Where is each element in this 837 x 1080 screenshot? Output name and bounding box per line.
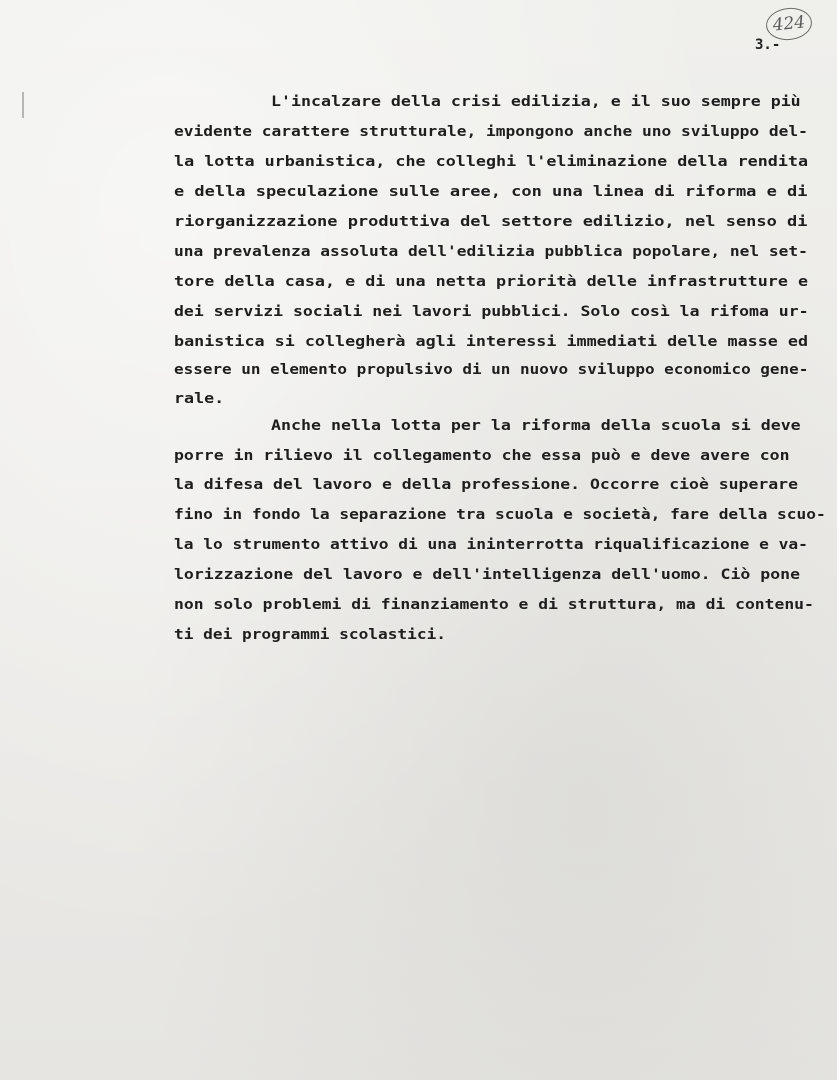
text-line: la lotta urbanistica, che colleghi l'eliminazione della rendita (174, 154, 809, 170)
text-line: essere un elemento propulsivo di un nuovo sviluppo economico gene- (174, 362, 809, 378)
text-line: la lo strumento attivo di una ininterrotta riqualificazione e va- (174, 537, 808, 553)
text-line: evidente carattere strutturale, impongono anche uno sviluppo del- (174, 124, 808, 140)
text-line: tore della casa, e di una netta priorità delle infrastrutture e (174, 274, 809, 290)
text-line: e della speculazione sulle aree, con una linea di riforma e di (174, 184, 808, 200)
text-line: banistica si collegherà agli interessi immediati delle masse ed (174, 334, 809, 350)
page-number: 3.- (755, 37, 781, 53)
handwritten-page-number: 424 (764, 6, 813, 43)
text-line: dei servizi sociali nei lavori pubblici. Solo così la rifoma ur- (174, 304, 809, 320)
text-line: Anche nella lotta per la riforma della scuola si deve (271, 418, 801, 434)
text-line: non solo problemi di finanziamento e di struttura, ma di contenu- (174, 597, 814, 613)
text-line: porre in rilievo il collegamento che essa può e deve avere con (174, 448, 790, 464)
text-line: rale. (174, 391, 225, 407)
text-line: fino in fondo la separazione tra scuola e società, fare della scuo- (174, 507, 826, 523)
text-line: una prevalenza assoluta dell'edilizia pubblica popolare, nel set- (174, 244, 808, 260)
text-line: L'incalzare della crisi edilizia, e il suo sempre più (271, 94, 801, 110)
text-line: riorganizzazione produttiva del settore edilizio, nel senso di (174, 214, 808, 230)
text-line: lorizzazione del lavoro e dell'intelligenza dell'uomo. Ciò pone (174, 567, 801, 583)
margin-mark (22, 92, 24, 118)
text-line: la difesa del lavoro e della professione. Occorre cioè superare (174, 477, 798, 493)
text-line: ti dei programmi scolastici. (174, 627, 447, 643)
